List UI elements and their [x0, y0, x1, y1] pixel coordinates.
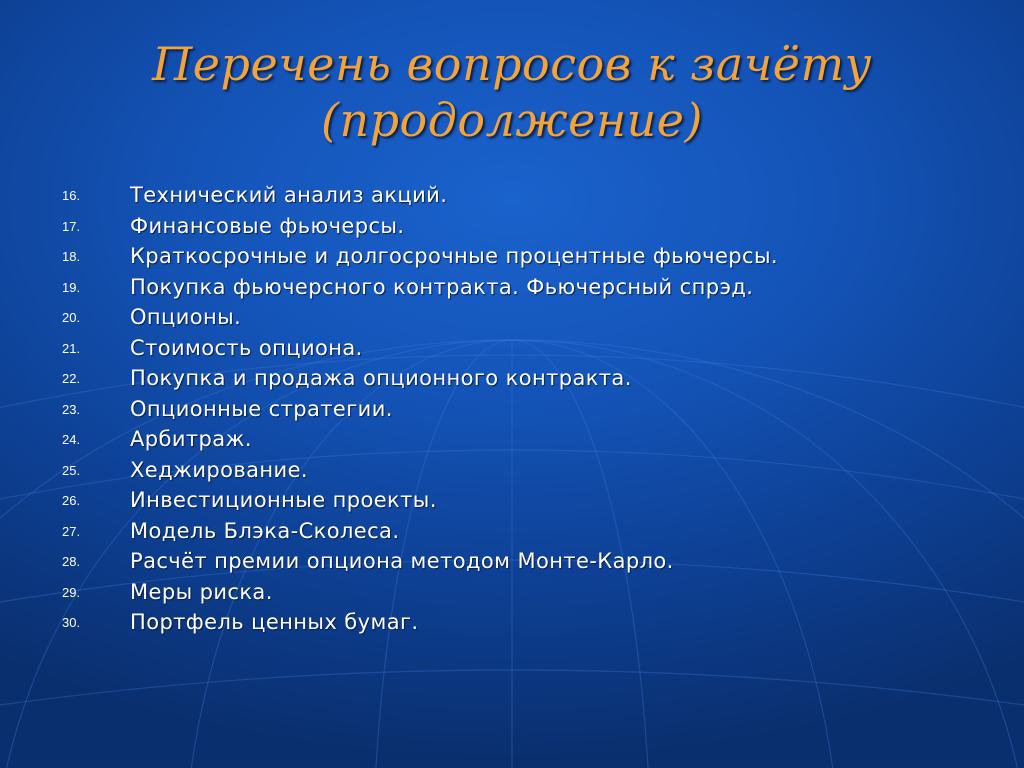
item-number: 20.: [62, 310, 81, 325]
list-item: [62, 607, 1002, 638]
item-number: 27.: [62, 523, 81, 539]
item-text: Модель Блэка-Сколеса.: [130, 518, 400, 543]
title-line-2: (продолжение): [321, 93, 703, 147]
item-text: Расчёт премии опциона методом Монте-Карло.: [130, 549, 674, 573]
list-item: [62, 333, 1002, 364]
list-item: [62, 241, 1002, 272]
item-text: Меры риска.: [130, 579, 273, 604]
list-item: [62, 272, 1002, 303]
item-number: 23.: [62, 401, 81, 417]
list-item: [62, 577, 1002, 608]
item-text: Арбитраж.: [130, 427, 252, 451]
item-text: Опционные стратегии.: [130, 396, 393, 421]
list-item: [62, 516, 1002, 547]
item-number: 24.: [62, 432, 81, 447]
item-number: 17.: [62, 218, 81, 234]
item-number: 30.: [62, 615, 81, 630]
item-number: 18.: [62, 249, 81, 264]
item-number: 19.: [62, 279, 81, 295]
item-number: 25.: [62, 462, 81, 478]
item-number: 28.: [62, 554, 81, 569]
list-item: [62, 394, 1002, 425]
item-text: Краткосрочные и долгосрочные процентные фьючерсы.: [130, 244, 779, 268]
list-item: [62, 424, 1002, 455]
item-text: Покупка фьючерсного контракта. Фьючерсный спрэд.: [130, 274, 754, 299]
item-number: 21.: [62, 340, 81, 356]
list-item: [62, 485, 1002, 516]
item-text: Покупка и продажа опционного контракта.: [130, 366, 632, 390]
title-line-1: Перечень вопросов к зачёту: [152, 37, 872, 91]
question-list: [62, 180, 1002, 638]
item-number: 26.: [62, 493, 81, 508]
item-number: 29.: [62, 584, 81, 600]
list-item: [62, 363, 1002, 394]
item-text: Инвестиционные проекты.: [130, 488, 437, 512]
list-item: [62, 180, 1002, 211]
item-number: 22.: [62, 371, 81, 386]
item-text: Хеджирование.: [130, 457, 308, 482]
list-item: [62, 211, 1002, 242]
item-text: Портфель ценных бумаг.: [130, 610, 419, 634]
item-text: Опционы.: [130, 305, 242, 329]
item-text: Финансовые фьючерсы.: [130, 213, 405, 238]
list-item: [62, 455, 1002, 486]
slide-title: [0, 36, 1024, 148]
item-text: Технический анализ акций.: [130, 183, 448, 207]
list-item: [62, 302, 1002, 333]
item-text: Стоимость опциона.: [130, 335, 363, 360]
list-item: [62, 546, 1002, 577]
item-number: 16.: [62, 188, 81, 203]
